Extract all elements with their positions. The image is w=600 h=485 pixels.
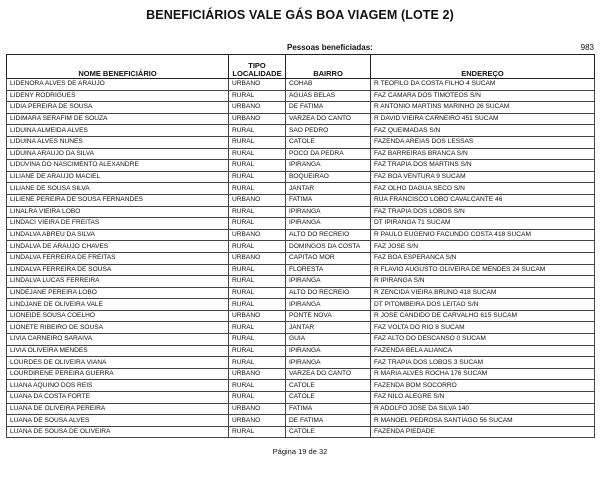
table-row [7, 194, 595, 206]
table-row [7, 218, 595, 230]
cell-locality-type: URBANO [229, 79, 286, 91]
cell-name: LILIENE PEREIRA DE SOUSA FERNANDES [7, 194, 229, 206]
cell-address: R FLAVIO AUGUSTO OLIVEIRA DE MENDES 24 SUCAM [371, 264, 595, 276]
table-row [7, 113, 595, 125]
cell-name: LUANA DE OLIVEIRA PEREIRA [7, 403, 229, 415]
cell-name: LOURDIRENE PEREIRA GUERRA [7, 368, 229, 380]
cell-address: R MARIA ALVES ROCHA 176 SUCAM [371, 368, 595, 380]
cell-locality-type: RURAL [229, 90, 286, 102]
column-header-address: ENDEREÇO [371, 55, 595, 79]
cell-name: LINDALVA DE ARAUJO CHAVES [7, 241, 229, 253]
table-row [7, 241, 595, 253]
cell-address: DT PITOMBEIRA DOS LEITAO S/N [371, 299, 595, 311]
cell-neighborhood: FATIMA [286, 194, 371, 206]
cell-neighborhood: AGUAS BELAS [286, 90, 371, 102]
cell-locality-type: URBANO [229, 252, 286, 264]
cell-neighborhood: GUIA [286, 334, 371, 346]
cell-address: RUA FRANCISCO LOBO CAVALCANTE 46 [371, 194, 595, 206]
table-row [7, 415, 595, 427]
cell-neighborhood: DE FATIMA [286, 102, 371, 114]
cell-locality-type: RURAL [229, 264, 286, 276]
cell-name: LINDEJANE PEREIRA LOBO [7, 287, 229, 299]
table-row [7, 392, 595, 404]
cell-neighborhood: CAPITAO MOR [286, 252, 371, 264]
cell-locality-type: URBANO [229, 102, 286, 114]
cell-address: FAZENDA BOM SOCORRO [371, 380, 595, 392]
cell-name: LUANA AQUINO DOS REIS [7, 380, 229, 392]
table-row [7, 160, 595, 172]
cell-name: LILIANE DE ARAUJO MACIEL [7, 171, 229, 183]
cell-neighborhood: POCO DA PEDRA [286, 148, 371, 160]
cell-locality-type: RURAL [229, 206, 286, 218]
cell-locality-type: URBANO [229, 194, 286, 206]
cell-locality-type: RURAL [229, 160, 286, 172]
cell-address: FAZ NILO ALEGRE S/N [371, 392, 595, 404]
cell-neighborhood: IPIRANGA [286, 160, 371, 172]
cell-address: FAZ ALTO DO DESCANSO 0 SUCAM [371, 334, 595, 346]
cell-locality-type: RURAL [229, 299, 286, 311]
cell-locality-type: RURAL [229, 183, 286, 195]
cell-locality-type: URBANO [229, 229, 286, 241]
document-title: BENEFICIÁRIOS VALE GÁS BOA VIAGEM (LOTE 2) [146, 8, 454, 22]
cell-address: FAZ TRAPIA DOS LOBOS 3 SUCAM [371, 357, 595, 369]
cell-name: LOURDES DE OLIVEIRA VIANA [7, 357, 229, 369]
cell-name: LIDENORA ALVES DE ARAUJO [7, 79, 229, 91]
cell-locality-type: URBANO [229, 368, 286, 380]
cell-name: LIONETE RIBEIRO DE SOUSA [7, 322, 229, 334]
cell-locality-type: URBANO [229, 415, 286, 427]
table-row [7, 252, 595, 264]
cell-neighborhood: CATOLE [286, 380, 371, 392]
table-row [7, 287, 595, 299]
cell-locality-type: URBANO [229, 310, 286, 322]
cell-neighborhood: SAO PEDRO [286, 125, 371, 137]
cell-address: FAZENDA AREIAS DOS LESSAS [371, 136, 595, 148]
cell-address: FAZ CAMARA DOS TIMOTEOS S/N [371, 90, 595, 102]
cell-name: LIDUINA ALVES NUNES [7, 136, 229, 148]
table-row [7, 345, 595, 357]
cell-address: FAZENDA PIEDADE [371, 426, 595, 438]
cell-address: R TEOFILO DA COSTA FILHO 4 SUCAM [371, 79, 595, 91]
cell-name: LINDALVA FERREIRA DE FREITAS [7, 252, 229, 264]
beneficiaries-table [6, 54, 595, 438]
table-row [7, 229, 595, 241]
table-row [7, 148, 595, 160]
cell-locality-type: RURAL [229, 380, 286, 392]
table-row [7, 380, 595, 392]
page-number: Página 19 de 32 [272, 447, 328, 456]
cell-locality-type: RURAL [229, 357, 286, 369]
cell-name: LIONEIDE SOUSA COELHO [7, 310, 229, 322]
cell-name: LINDACI VIEIRA DE FREITAS [7, 218, 229, 230]
cell-locality-type: RURAL [229, 426, 286, 438]
cell-locality-type: RURAL [229, 334, 286, 346]
cell-name: LIDIA PEREIRA DE SOUSA [7, 102, 229, 114]
cell-neighborhood: IPIRANGA [286, 276, 371, 288]
cell-address: R ANTONIO MARTINS MARINHO 26 SUCAM [371, 102, 595, 114]
cell-address: R ADOLFO JOSE DA SILVA 140 [371, 403, 595, 415]
cell-name: LINDALVA LUCAS FERREIRA [7, 276, 229, 288]
cell-name: LIDIMARA SERAFIM DE SOUZA [7, 113, 229, 125]
cell-address: FAZ BOA ESPERANCA S/N [371, 252, 595, 264]
cell-locality-type: RURAL [229, 136, 286, 148]
cell-address: R MANOEL PEDROSA SANTIAGO 56 SUCAM [371, 415, 595, 427]
cell-name: LINDALVA ABREU DA SILVA [7, 229, 229, 241]
cell-neighborhood: CATOLE [286, 392, 371, 404]
cell-locality-type: RURAL [229, 171, 286, 183]
cell-address: FAZ QUEIMADAS S/N [371, 125, 595, 137]
cell-address: FAZ BOA VENTURA 9 SUCAM [371, 171, 595, 183]
cell-name: LIDUINA ALMEIDA ALVES [7, 125, 229, 137]
cell-address: R DAVID VIEIRA CARNEIRO 451 SUCAM [371, 113, 595, 125]
table-row [7, 368, 595, 380]
table-header-row [7, 55, 595, 79]
cell-name: LIVIA OLIVEIRA MENDES [7, 345, 229, 357]
cell-neighborhood: COHAB [286, 79, 371, 91]
table-row [7, 102, 595, 114]
column-header-name: NOME BENEFICIÁRIO [7, 55, 229, 79]
table-row [7, 334, 595, 346]
cell-name: LINDALVA FERREIRA DE SOUSA [7, 264, 229, 276]
cell-locality-type: RURAL [229, 345, 286, 357]
cell-neighborhood: IPIRANGA [286, 206, 371, 218]
cell-address: DT IPIRANGA 71 SUCAM [371, 218, 595, 230]
cell-locality-type: RURAL [229, 218, 286, 230]
column-header-locality-type: TIPO LOCALIDADE [229, 55, 286, 79]
cell-address: R PAULO EUGENIO FACUNDO COSTA 418 SUCAM [371, 229, 595, 241]
cell-locality-type: URBANO [229, 113, 286, 125]
cell-neighborhood: DE FATIMA [286, 415, 371, 427]
cell-address: FAZENDA BELA ALIANCA [371, 345, 595, 357]
table-row [7, 403, 595, 415]
cell-name: LUANA DE SOUSA DE OLIVEIRA [7, 426, 229, 438]
cell-address: FAZ JOSE S/N [371, 241, 595, 253]
table-row [7, 136, 595, 148]
cell-neighborhood: FATIMA [286, 403, 371, 415]
table-row [7, 79, 595, 91]
cell-neighborhood: CATOLE [286, 136, 371, 148]
cell-locality-type: URBANO [229, 403, 286, 415]
cell-neighborhood: JANTAR [286, 322, 371, 334]
table-row [7, 171, 595, 183]
table-row [7, 310, 595, 322]
cell-locality-type: RURAL [229, 287, 286, 299]
cell-address: FAZ TRAPIA DOS LOBOS S/N [371, 206, 595, 218]
cell-neighborhood: JANTAR [286, 183, 371, 195]
cell-address: FAZ TRAPIA DOS MARTINS S/N [371, 160, 595, 172]
cell-name: LIDUVINA DO NASCIMENTO ALEXANDRE [7, 160, 229, 172]
table-row [7, 322, 595, 334]
cell-locality-type: RURAL [229, 148, 286, 160]
table-row [7, 426, 595, 438]
cell-address: FAZ OLHO DAGUA SECO S/N [371, 183, 595, 195]
cell-locality-type: RURAL [229, 125, 286, 137]
cell-locality-type: RURAL [229, 241, 286, 253]
cell-neighborhood: PONTE NOVA [286, 310, 371, 322]
beneficiaries-count: 983 [580, 43, 594, 52]
cell-name: LUANA DE SOUSA ALVES [7, 415, 229, 427]
table-row [7, 90, 595, 102]
cell-neighborhood: FLORESTA [286, 264, 371, 276]
table-row [7, 206, 595, 218]
cell-name: LIDUINA ARAUJO DA SILVA [7, 148, 229, 160]
cell-neighborhood: ALTO DO RECREIO [286, 229, 371, 241]
cell-locality-type: RURAL [229, 276, 286, 288]
cell-locality-type: RURAL [229, 392, 286, 404]
cell-address: R IPIRANGA S/N [371, 276, 595, 288]
cell-address: FAZ BARREIRAS BRANCA S/N [371, 148, 595, 160]
table-row [7, 276, 595, 288]
cell-neighborhood: VARZEA DO CANTO [286, 368, 371, 380]
cell-name: LINDJANE DE OLIVEIRA VALE [7, 299, 229, 311]
table-row [7, 264, 595, 276]
cell-neighborhood: DOMINGOS DA COSTA [286, 241, 371, 253]
beneficiaries-label: Pessoas beneficiadas: [287, 43, 373, 52]
cell-name: LUANA DA COSTA FORTE [7, 392, 229, 404]
table-row [7, 183, 595, 195]
table-row [7, 299, 595, 311]
cell-address: R ZENCIDA VIEIRA BRUNO 418 SUCAM [371, 287, 595, 299]
table-body [7, 79, 595, 438]
cell-neighborhood: CATOLE [286, 426, 371, 438]
beneficiaries-summary [287, 43, 594, 54]
cell-neighborhood: VARZEA DO CANTO [286, 113, 371, 125]
cell-name: LIDENY RODRIGUES [7, 90, 229, 102]
cell-name: LILIANE DE SOUSA SILVA [7, 183, 229, 195]
cell-neighborhood: IPIRANGA [286, 299, 371, 311]
column-header-neighborhood: BAIRRO [286, 55, 371, 79]
cell-name: LIVIA CARNEIRO SARAIVA [7, 334, 229, 346]
cell-address: FAZ VOLTA DO RIO 8 SUCAM [371, 322, 595, 334]
cell-neighborhood: IPIRANGA [286, 218, 371, 230]
table-row [7, 357, 595, 369]
cell-neighborhood: IPIRANGA [286, 345, 371, 357]
cell-name: LINALRA VIEIRA LOBO [7, 206, 229, 218]
cell-locality-type: RURAL [229, 322, 286, 334]
cell-address: R JOSE CANDIDO DE CARVALHO 615 SUCAM [371, 310, 595, 322]
cell-neighborhood: IPIRANGA [286, 357, 371, 369]
table-row [7, 125, 595, 137]
cell-neighborhood: BOQUEIRAO [286, 171, 371, 183]
cell-neighborhood: ALTO DO RECREIO [286, 287, 371, 299]
